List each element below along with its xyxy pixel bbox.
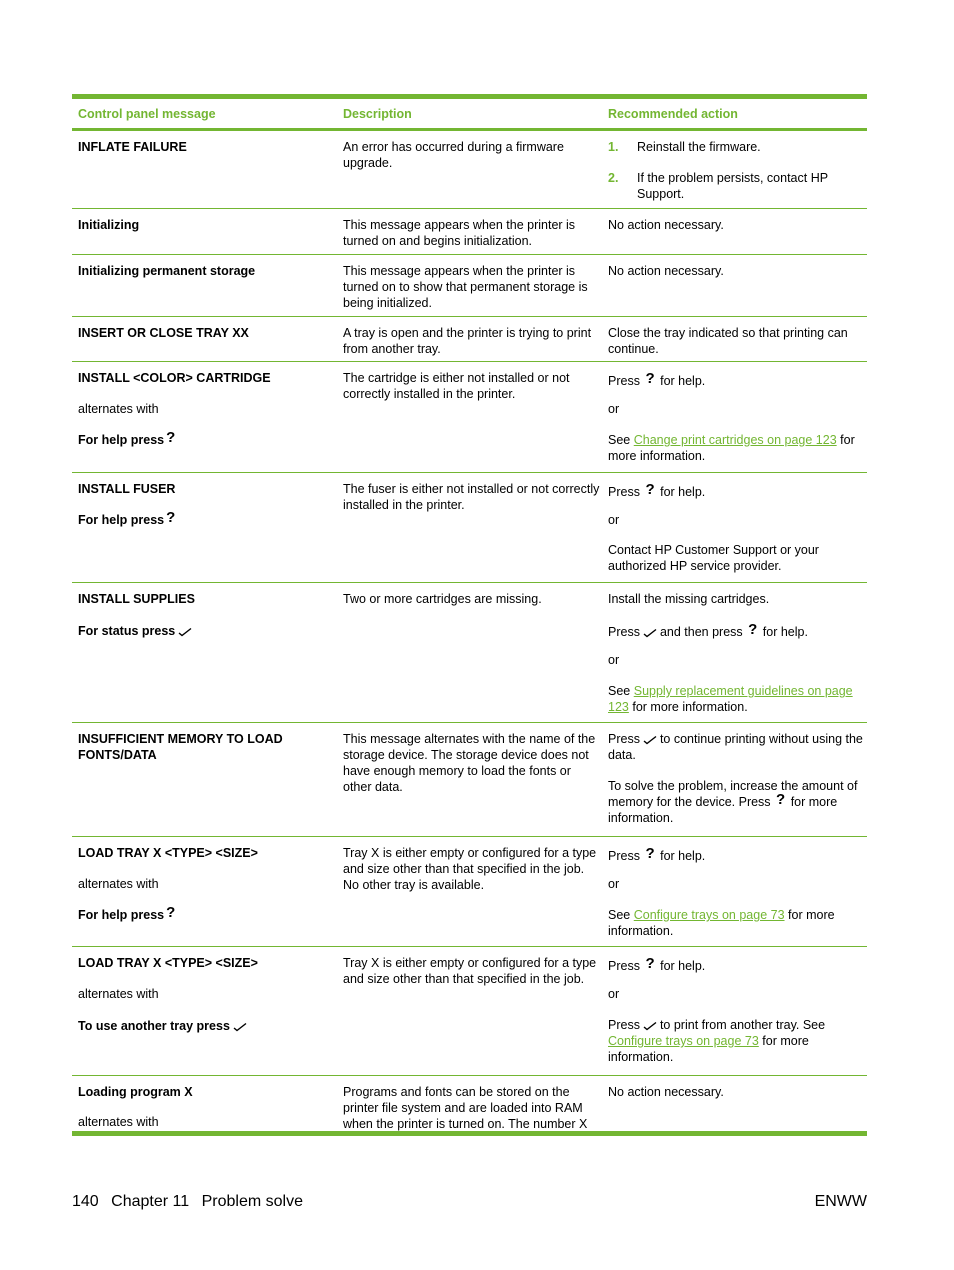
- description-cell: This message alternates with the name of the storage device. The storage device does not have enough memory to load the fonts or other data.: [343, 732, 596, 794]
- press-text: Press: [608, 732, 640, 746]
- message-cell: [72, 1076, 337, 1134]
- question-mark-icon: ?: [645, 845, 655, 862]
- checkmark-icon: [643, 735, 657, 745]
- supply-guidelines-link[interactable]: Supply replacement guidelines on page 123: [608, 684, 853, 714]
- see-text: See: [608, 684, 631, 698]
- press-help-line: [608, 621, 863, 640]
- description-cell: The cartridge is either not installed or not correctly installed in the printer.: [343, 371, 570, 401]
- for-help-text: for help.: [762, 625, 808, 639]
- for-help-text: for help.: [660, 485, 706, 499]
- message-title: LOAD TRAY X <TYPE> <SIZE>: [78, 956, 258, 970]
- action-cell: [602, 583, 867, 722]
- table-row: [72, 255, 867, 317]
- help-prompt: [78, 429, 337, 448]
- press-help-line: [608, 845, 863, 864]
- table-header: [72, 99, 867, 131]
- or-text: or: [608, 987, 620, 1001]
- solve-line: [608, 778, 863, 826]
- question-mark-icon: ?: [748, 621, 758, 638]
- numbered-step: [608, 139, 863, 155]
- help-prompt: [78, 904, 337, 923]
- action-cell: [602, 723, 867, 836]
- message-cell: INSUFFICIENT MEMORY TO LOAD FONTS/DATA: [78, 732, 283, 762]
- section-title: Problem solve: [201, 1193, 303, 1210]
- checkmark-icon: [643, 1021, 657, 1031]
- header-control-panel-message: Control panel message: [78, 106, 216, 121]
- table-row: [72, 837, 867, 947]
- print-other-text: to print from another tray. See: [659, 1018, 826, 1032]
- numbered-step: [608, 170, 863, 202]
- continue-line: [608, 731, 863, 763]
- status-prompt-text: For status press: [78, 624, 176, 638]
- message-title: INSTALL SUPPLIES: [78, 592, 195, 606]
- table-bottom-rule: [72, 1131, 867, 1136]
- or-text: or: [608, 513, 620, 527]
- see-text: See: [608, 433, 631, 447]
- header-description: Description: [343, 106, 412, 121]
- checkmark-icon: [233, 1022, 247, 1032]
- message-cell: INFLATE FAILURE: [78, 140, 187, 154]
- checkmark-icon: [643, 628, 657, 638]
- for-help-text: for help.: [660, 959, 706, 973]
- question-mark-icon: ?: [645, 370, 655, 387]
- configure-trays-link[interactable]: Configure trays on page 73: [608, 1034, 759, 1048]
- use-another-tray-prompt: [78, 1018, 337, 1034]
- page-number: 140: [72, 1193, 99, 1210]
- print-other-line: [608, 1017, 863, 1065]
- description-cell: This message appears when the printer is turned on to show that permanent storage is being initialized.: [343, 264, 588, 310]
- action-cell: Close the tray indicated so that printing can continue.: [608, 326, 848, 356]
- see-text: See: [608, 908, 631, 922]
- press-text: Press: [608, 485, 640, 499]
- message-title: INSTALL FUSER: [78, 482, 176, 496]
- message-cell: INSERT OR CLOSE TRAY XX: [78, 326, 249, 340]
- checkmark-icon: [178, 627, 192, 637]
- action-cell: [602, 473, 867, 582]
- alternates-text: alternates with: [78, 402, 159, 416]
- press-text: Press: [608, 849, 640, 863]
- message-cell: [72, 947, 337, 1075]
- after-link-text: for more information.: [608, 433, 855, 463]
- alternates-text: alternates with: [78, 1115, 159, 1129]
- description-cell: The fuser is either not installed or not correctly installed in the printer.: [343, 482, 600, 512]
- message-cell: [72, 583, 337, 722]
- description-cell: Tray X is either empty or configured for a type and size other than that specified in the job.: [343, 956, 597, 986]
- message-cell: [72, 837, 337, 946]
- question-mark-icon: ?: [166, 509, 176, 526]
- table-row: [72, 947, 867, 1076]
- header-recommended-action: Recommended action: [608, 106, 738, 121]
- message-cell: Initializing: [78, 218, 140, 232]
- or-text: or: [608, 653, 620, 667]
- help-prompt: [78, 509, 337, 528]
- step-text: If the problem persists, contact HP Support.: [637, 171, 828, 201]
- press-text: Press: [608, 374, 640, 388]
- contact-text: Contact HP Customer Support or your authorized HP service provider.: [608, 543, 819, 573]
- question-mark-icon: ?: [776, 791, 786, 808]
- question-mark-icon: ?: [166, 904, 176, 921]
- help-prompt-text: For help press: [78, 433, 165, 447]
- page-footer-left: [72, 1193, 311, 1211]
- press-text: Press: [608, 1018, 640, 1032]
- for-more-text: for more information.: [608, 795, 838, 825]
- message-title: INSTALL <COLOR> CARTRIDGE: [78, 371, 271, 385]
- action-cell: No action necessary.: [608, 264, 724, 278]
- see-reference: [608, 683, 863, 715]
- description-cell: Programs and fonts can be stored on the printer file system and are loaded into RAM when the printer is turned on. The number X: [343, 1085, 588, 1131]
- or-text: or: [608, 402, 620, 416]
- help-prompt-text: For help press: [78, 908, 165, 922]
- use-other-text: To use another tray press: [78, 1019, 230, 1033]
- table-row: [72, 131, 867, 209]
- description-cell: This message appears when the printer is turned on and begins initialization.: [343, 218, 576, 248]
- description-cell: A tray is open and the printer is trying to print from another tray.: [343, 326, 592, 356]
- see-reference: [608, 907, 863, 939]
- action-cell: [602, 837, 867, 946]
- and-then-text: and then press: [659, 625, 743, 639]
- message-title: LOAD TRAY X <TYPE> <SIZE>: [78, 846, 258, 860]
- page-footer-right: ENWW: [814, 1193, 867, 1210]
- step-number: 1.: [608, 140, 619, 154]
- table-row: [72, 583, 867, 723]
- press-text: Press: [608, 625, 640, 639]
- table-row: [72, 209, 867, 255]
- action-cell: [602, 131, 867, 208]
- table-row: [72, 362, 867, 473]
- message-cell: [72, 473, 337, 582]
- step-number: 2.: [608, 171, 619, 185]
- press-help-line: [608, 370, 863, 389]
- press-text: Press: [608, 959, 640, 973]
- question-mark-icon: ?: [645, 955, 655, 972]
- for-help-text: for help.: [660, 849, 706, 863]
- alternates-text: alternates with: [78, 877, 159, 891]
- action-cell: [602, 362, 867, 472]
- for-help-text: for help.: [660, 374, 706, 388]
- action-cell: [602, 947, 867, 1075]
- table-row: [72, 723, 867, 837]
- action-cell: No action necessary.: [608, 1085, 724, 1099]
- action-cell: No action necessary.: [608, 218, 724, 232]
- chapter-label: Chapter 11: [111, 1193, 190, 1210]
- continue-text: to continue printing without using the data.: [608, 732, 863, 762]
- solve-text: To solve the problem, increase the amount of memory for the device. Press: [608, 779, 858, 809]
- description-cell: Two or more cartridges are missing.: [343, 592, 542, 606]
- see-reference: [608, 432, 863, 464]
- table-row: [72, 1076, 867, 1134]
- alternates-text: alternates with: [78, 987, 159, 1001]
- troubleshooting-table: [72, 94, 867, 1134]
- table-row: [72, 473, 867, 583]
- help-prompt-text: For help press: [78, 513, 165, 527]
- step-text: Reinstall the firmware.: [637, 140, 761, 154]
- install-text: Install the missing cartridges.: [608, 592, 770, 606]
- after-link-text: for more information.: [608, 908, 835, 938]
- change-cartridges-link[interactable]: Change print cartridges on page 123: [633, 433, 837, 447]
- message-title: Loading program X: [78, 1085, 193, 1099]
- press-help-line: [608, 481, 863, 500]
- description-cell: Tray X is either empty or configured for a type and size other than that specified in the job. No other tray is available.: [343, 846, 597, 892]
- after-link-text: for more information.: [632, 700, 748, 714]
- press-help-line: [608, 955, 863, 974]
- description-cell: An error has occurred during a firmware upgrade.: [343, 140, 564, 170]
- question-mark-icon: ?: [166, 429, 176, 446]
- message-cell: [72, 362, 337, 472]
- status-prompt: [78, 623, 337, 639]
- configure-trays-link[interactable]: Configure trays on page 73: [633, 908, 785, 922]
- message-cell: Initializing permanent storage: [78, 264, 256, 278]
- after-link-text: for more information.: [608, 1034, 809, 1064]
- or-text: or: [608, 877, 620, 891]
- table-row: [72, 317, 867, 362]
- question-mark-icon: ?: [645, 481, 655, 498]
